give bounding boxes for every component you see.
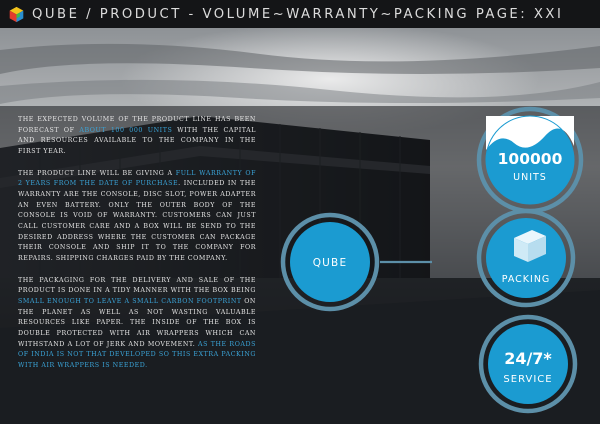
highlight-text: SMALL ENOUGH TO LEAVE A SMALL CARBON FOOTPRINT — [18, 297, 242, 305]
text-run: . INCLUDED IN THE WARRANTY ARE THE CONSOLE, DISC SLOT, POWER ADAPTER AN EVEN BATTERY. ONLY THE OUTER BODY OF THE CONSOLE IS VOID OF WARRANTY. CUSTOMERS CAN JUST CALL CUSTOMER CARE AND A BOX WILL BE SEND TO THE DESIRED ADDRESS WHERE THE CUSTOMER CAN PACKAGE THEIR CONSOLE AND SHIP IT TO THE COMPANY FOR REPAIRS. SHIPPING CHARGES PAID BY THE COMPANY. — [18, 180, 256, 263]
text-run: ON THE PLANET AS WELL AS NOT WASTING VALUABLE RESOURCES LIKE PAPER. THE INSIDE OF THE BOX IS DOUBLE PROTECTED WITH AIR WRAPPERS WHICH CAN WITHSTAND A LOT OF JERK AND MOVEMENT. — [18, 297, 256, 348]
highlight-text: AS THE ROADS OF INDIA IS NOT THAT DEVELOPED SO THIS EXTRA PACKING WITH AIR WRAPPERS IS NEEDED. — [18, 340, 256, 370]
service-label: SERVICE — [503, 374, 553, 385]
units-value: 100000 — [497, 150, 563, 168]
text-run: THE EXPECTED VOLUME OF THE PRODUCT LINE HAS BEEN FORECAST OF — [18, 116, 256, 134]
page-title: QUBE / PRODUCT - VOLUME~WARRANTY~PACKING PAGE: XXI — [32, 7, 564, 22]
highlight-text: ABOUT 100 000 UNITS — [79, 126, 173, 134]
highlight-text: FULL WARRANTY OF 2 YEARS FROM THE DATE OF PURCHASE — [18, 169, 256, 188]
packing-label: PACKING — [501, 274, 551, 285]
units-label: UNITS — [513, 172, 547, 183]
text-run: THE PRODUCT LINE WILL BE GIVING A — [18, 169, 176, 177]
qube-label: QUBE — [312, 257, 348, 269]
qube-circle — [283, 215, 377, 309]
text-run: WITH THE CAPITAL AND RESOURCES AVAILABLE TO THE COMPANY IN THE FIRST YEAR. — [18, 126, 256, 156]
service-value: 24/7* — [504, 349, 552, 368]
units-circle — [479, 109, 581, 211]
service-circle — [481, 317, 575, 411]
text-run: THE PACKAGING FOR THE DELIVERY AND SALE OF THE PRODUCT IS DONE IN A TIDY MANNER WITH THE BOX BEING — [18, 276, 256, 295]
packing-circle — [479, 211, 573, 305]
